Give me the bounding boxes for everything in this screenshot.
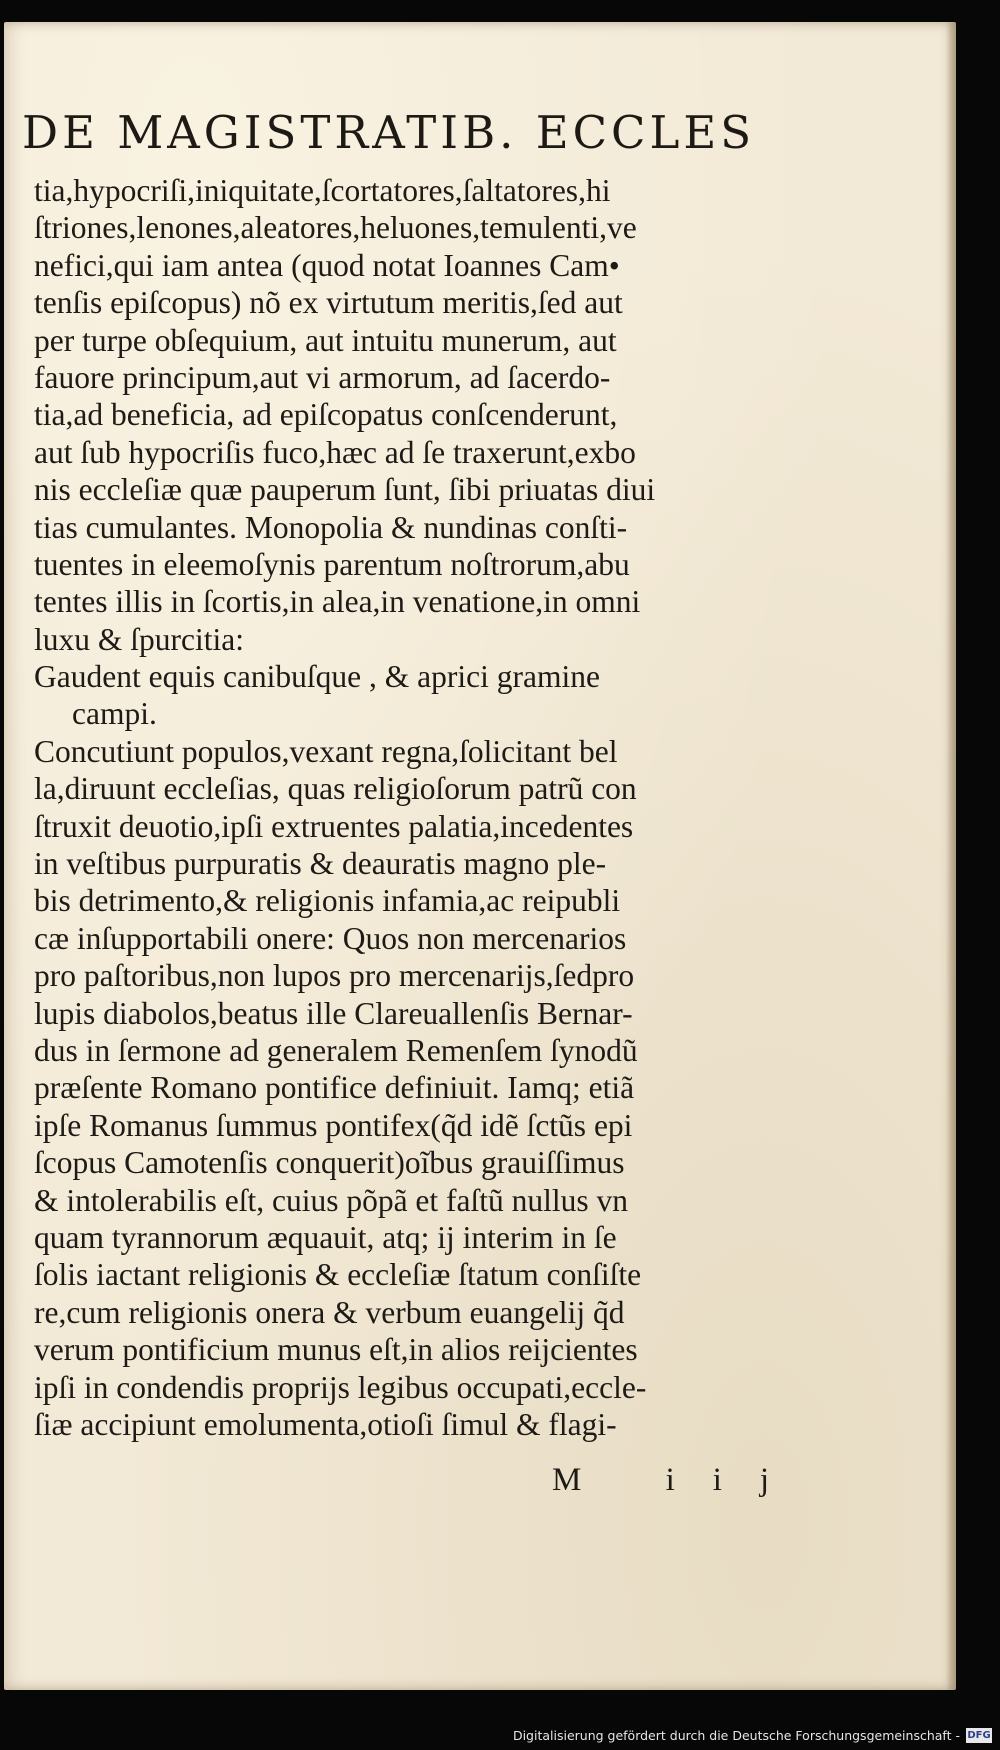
text-line: tentes illis in ſcortis,in alea,in venatione,in omni xyxy=(34,584,641,620)
text-line: tia,ad beneficia, ad epiſcopatus conſcenderunt, xyxy=(34,397,618,433)
text-line: fauore principum,aut vi armorum, ad ſacerdo- xyxy=(34,359,611,395)
text-line: lupis diabolos,beatus ille Clareuallenſis Bernar- xyxy=(34,995,633,1031)
text-line: pro paſtoribus,non lupos pro mercenarijs,ſedpro xyxy=(34,958,635,994)
signature-mark: M iij xyxy=(552,1462,808,1498)
text-line: re,cum religionis onera & verbum euangelij q̃d xyxy=(34,1294,625,1330)
text-line: Concutiunt populos,vexant regna,ſolicitant bel xyxy=(34,733,618,769)
funding-credit: Digitalisierung gefördert durch die Deutsche Forschungsgemeinschaft - xyxy=(512,1728,960,1743)
text-line: ſtruxit deuotio,ipſi extruentes palatia,incedentes xyxy=(34,808,634,844)
text-line: ipſi in condendis proprijs legibus occupati,eccle- xyxy=(34,1369,647,1405)
text-line: ſcopus Camotenſis conquerit)oĩbus grauiſſimus xyxy=(34,1145,625,1181)
text-line: tuentes in eleemoſynis parentum noſtrorum,abu xyxy=(34,546,630,582)
text-line: Gaudent equis canibuſque , & aprici gramine xyxy=(34,659,600,695)
text-line: luxu & ſpurcitia: xyxy=(34,621,244,657)
text-line: quam tyrannorum æquauit, atq; ij interim in ſe xyxy=(34,1219,617,1255)
text-line: bis detrimento,& religionis infamia,ac reipubli xyxy=(34,883,621,919)
dfg-logo-icon: DFG xyxy=(967,1730,991,1741)
text-line: ſiæ accipiunt emolumenta,otioſi ſimul & flagi- xyxy=(34,1406,617,1442)
text-line: & intolerabilis eſt, cuius põpã et faſtũ nullus vn xyxy=(34,1182,629,1218)
text-line: dus in ſermone ad generalem Remenſem ſynodũ xyxy=(34,1032,638,1068)
page-edge-shadow xyxy=(946,22,956,1690)
text-line: ipſe Romanus ſummus pontifex(q̃d idẽ ſctũs epi xyxy=(34,1107,633,1143)
book-page xyxy=(4,22,956,1690)
text-line: la,diruunt eccleſias, quas religioſorum patrũ con xyxy=(34,771,637,807)
text-line: ſolis iactant religionis & eccleſiæ ſtatum conſiſte xyxy=(34,1257,642,1293)
text-line: præſente Romano pontifice definiuit. Iamq; etiã xyxy=(34,1070,635,1106)
text-line: aut ſub hypocriſis fuco,hæc ad ſe traxerunt,exbo xyxy=(34,434,636,470)
text-line: campi. xyxy=(72,696,157,732)
text-line: ſtriones,lenones,aleatores,heluones,temulenti,ve xyxy=(34,210,637,246)
text-line: nis eccleſiæ quæ pauperum ſunt, ſibi priuatas diui xyxy=(34,472,656,508)
text-line: tia,hypocriſi,iniquitate,ſcortatores,ſaltatores,hi xyxy=(34,173,611,208)
text-line: cæ inſupportabili onere: Quos non mercenarios xyxy=(34,920,627,956)
text-line: tias cumulantes. Monopolia & nundinas conſti- xyxy=(34,509,628,545)
text-line: in veſtibus purpuratis & deauratis magno ple- xyxy=(34,846,607,882)
running-head: DE MAGISTRATIB. ECCLES xyxy=(22,106,756,159)
body-text xyxy=(34,172,794,1443)
text-line: per turpe obſequium, aut intuitu munerum, aut xyxy=(34,322,617,358)
footer-bar xyxy=(0,1716,1000,1750)
text-line: nefici,qui iam antea (quod notat Ioannes Cam• xyxy=(34,247,620,283)
text-line: tenſis epiſcopus) nõ ex virtutum meritis,ſed aut xyxy=(34,285,623,321)
text-line: verum pontificium munus eſt,in alios reijcientes xyxy=(34,1332,638,1368)
